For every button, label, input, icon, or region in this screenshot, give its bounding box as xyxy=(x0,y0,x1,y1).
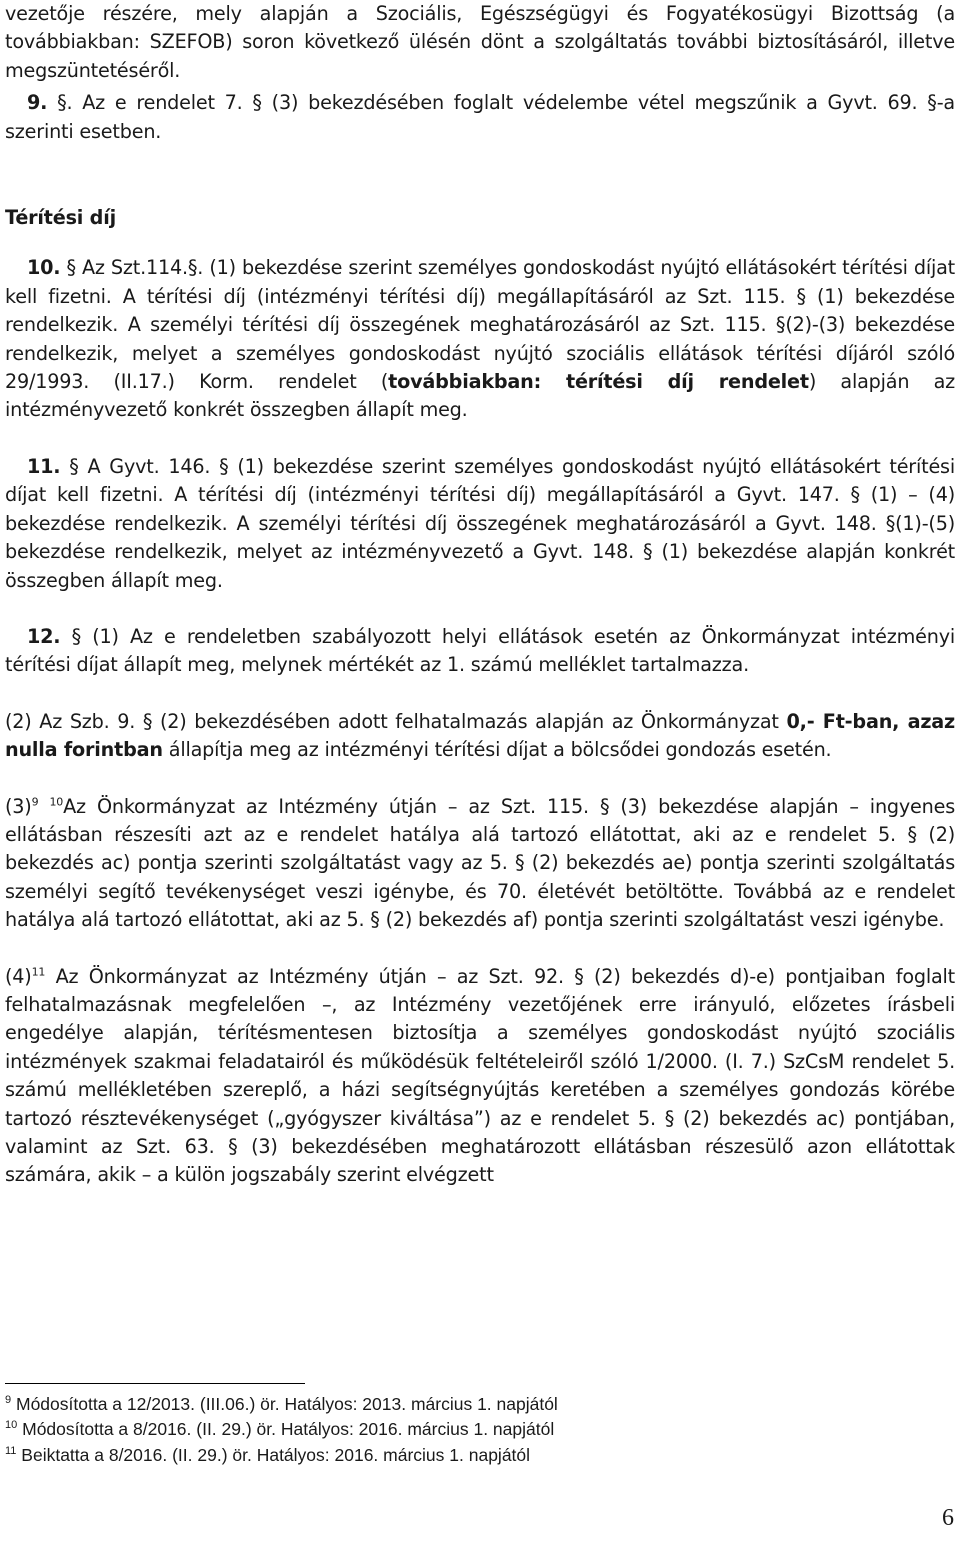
page-number: 6 xyxy=(942,1505,954,1531)
paragraph-text: állapítja meg az intézményi térítési díjat a bölcsődei gondozás esetén. xyxy=(162,738,832,762)
paragraph-text: (3) xyxy=(5,794,32,818)
footnote-divider xyxy=(5,1383,305,1384)
section-number: 10. xyxy=(27,256,61,280)
section-number: 9. xyxy=(27,91,48,115)
footnote-item xyxy=(5,1417,955,1442)
footnote-item xyxy=(5,1443,955,1468)
paragraph-10 xyxy=(5,254,955,424)
footnote-text: Módosította a 8/2016. (II. 29.) ör. Hatályos: 2016. március 1. napjától xyxy=(17,1419,555,1440)
paragraph-text: Az Önkormányzat az Intézmény útján – az Szt. 92. § (2) bekezdés d)-e) pontjaiban foglalt felhatalmazásnak megfelelően –, az Intézmény vezetőjének erre irányuló, előzetes írásbeli engedélye alapján, térítésmentesen biztosítja a személyes gondoskodást nyújtó szociális intézmények szakmai feladatairól és működésük feltételeiről szóló 1/2000. (I. 7.) SzCsM rendelet 5. számú mellékletében szereplő, a házi segítségnyújtás keretében a személyes gondozás körébe tartozó résztevékenységet („gyógyszer kiváltása”) az e rendelet 5. § (2) bekezdés ac) pontjában, valamint az Szt. 63. § (3) bekezdésében meghatározott ellátásban részesülő azon ellátottak számára, akik – a külön jogszabály szerint elvégzett xyxy=(5,964,955,1187)
bold-text: továbbiakban: térítési díj rendelet xyxy=(388,370,809,394)
paragraph-text: § Az Szt.114.§. (1) bekezdése szerint személyes gondoskodást nyújtó ellátásokért térítési díjat kell fizetni. A térítési díj (intézményi térítési díj) megállapításáról az Szt. 115. § (1) bekezdése rendelkezik. A személyi térítési díj összegének meghatározásáról az Szt. 115. §(2)-(3) bekezdése rendelkezik, melyet a személyes gondoskodást nyújtó szociális ellátások térítési díjáról szóló 29/1993. (II.17.) Korm. rendelet ( xyxy=(5,256,955,394)
paragraph-text: § (1) Az e rendeletben szabályozott helyi ellátások esetén az Önkormányzat intézményi térítési díjat állapít meg, melynek mértékét az 1. számú melléklet tartalmazza. xyxy=(5,624,955,677)
section-heading: Térítési díj xyxy=(5,206,116,230)
footnote-item xyxy=(5,1392,955,1417)
section-number: 11. xyxy=(27,454,61,478)
footnote-number: 11 xyxy=(5,1444,17,1457)
paragraph-text: § A Gyvt. 146. § (1) bekezdése szerint személyes gondoskodást nyújtó ellátásokért térítési díjat kell fizetni. A térítési díj (intézményi térítési díj) megállapításáról a Gyvt. 147. § (1) – (4) bekezdése rendelkezik. A személyi térítési díj összegének meghatározásáról a Gyvt. 148. §(1)-(5) bekezdése rendelkezik, melyet az intézményvezető a Gyvt. 148. § (1) bekezdése alapján konkrét összegben állapít meg. xyxy=(5,454,955,592)
paragraph-11 xyxy=(5,453,955,595)
footnote-number: 10 xyxy=(5,1419,18,1432)
paragraph-intro: vezetője részére, mely alapján a Szociális, Egészségügyi és Fogyatékosügyi Bizottság (a továbbiakban: SZEFOB) soron következő ülésén dönt a szolgáltatás további biztosításáról, illetve megszüntetéséről. xyxy=(5,2,955,82)
paragraph-12-3 xyxy=(5,793,955,935)
section-number: 12. xyxy=(27,624,61,648)
footnote-text: Beiktatta a 8/2016. (II. 29.) ör. Hatályos: 2016. március 1. napjától xyxy=(16,1444,531,1465)
paragraph-12-4 xyxy=(5,963,955,1190)
footnote-number: 9 xyxy=(5,1394,12,1407)
bold-text: 0,- Ft-ban, azaz nulla forintban xyxy=(5,709,955,762)
footnote-ref: 11 xyxy=(31,965,46,979)
paragraph-12 xyxy=(5,623,955,680)
paragraph-12-2 xyxy=(5,708,955,765)
paragraph-text: (4) xyxy=(5,964,32,988)
paragraph-text: (2) Az Szb. 9. § (2) bekezdésében adott felhatalmazás alapján az Önkormányzat xyxy=(5,709,787,733)
footnote-ref: 9 xyxy=(31,795,39,809)
paragraph-text: §. Az e rendelet 7. § (3) bekezdésében foglalt védelembe vétel megszűnik a Gyvt. 69. §-a szerinti esetben. xyxy=(5,91,955,143)
paragraph-text: ) alapján az intézményvezető konkrét összegben állapít meg. xyxy=(5,370,956,422)
footnote-ref: 10 xyxy=(49,795,64,809)
document-body xyxy=(5,0,955,1190)
paragraph-text: Az Önkormányzat az Intézmény útján – az Szt. 115. § (3) bekezdése alapján – ingyenes ellátásban részesíti azt az e rendelet hatálya alá tartozó ellátottat, aki az e rendelet 5. § (2) bekezdés ac) pontja szerinti szolgáltatást vagy az 5. § (2) bekezdés ae) pontja szerinti szolgáltatás személyi segítő tevékenységet veszi igénybe, és 70. életévét betöltötte. Továbbá az e rendelet hatálya alá tartozó ellátottat, aki az 5. § (2) bekezdés af) pontja szerinti szolgáltatást veszi igénybe. xyxy=(5,794,956,932)
paragraph-9 xyxy=(5,89,955,146)
footnotes xyxy=(5,1383,955,1468)
footnote-text: Módosította a 12/2013. (III.06.) ör. Hatályos: 2013. március 1. napjától xyxy=(11,1394,558,1414)
